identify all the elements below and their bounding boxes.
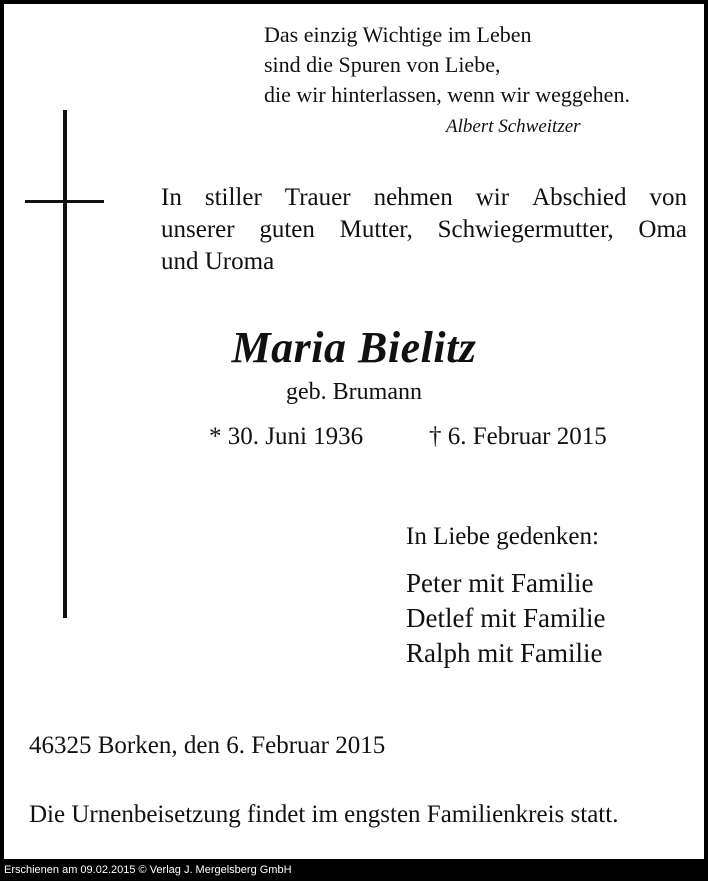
intro-word: Mutter, xyxy=(339,216,413,243)
quote-author: Albert Schweitzer xyxy=(446,116,581,137)
intro-word: guten xyxy=(259,216,315,243)
mourner-3: Ralph mit Familie xyxy=(406,638,603,668)
mourner-1: Peter mit Familie xyxy=(406,568,594,598)
deceased-name: Maria Bielitz xyxy=(231,323,477,372)
intro-word: In xyxy=(161,184,182,211)
intro-word: Oma xyxy=(638,216,687,243)
obituary-card xyxy=(4,4,704,859)
birth-date: * 30. Juni 1936 xyxy=(209,423,364,450)
intro-word: nehmen xyxy=(373,184,453,211)
intro-word: Abschied xyxy=(532,184,627,211)
intro-line-2 xyxy=(161,214,687,246)
publication-footer: Erschienen am 09.02.2015 © Verlag J. Mergelsberg GmbH xyxy=(4,864,292,876)
death-date: † 6. Februar 2015 xyxy=(429,423,607,450)
quote-line-1: Das einzig Wichtige im Leben xyxy=(264,22,532,47)
intro-line-1 xyxy=(161,182,687,214)
intro-word: stiller xyxy=(204,184,262,211)
intro-word: unserer xyxy=(161,216,235,243)
place-date: 46325 Borken, den 6. Februar 2015 xyxy=(29,732,386,759)
intro-line-3: und Uroma xyxy=(161,248,275,275)
intro-word: Schwiegermutter, xyxy=(437,216,614,243)
maiden-name: geb. Brumann xyxy=(286,379,422,405)
intro-word: wir xyxy=(475,184,510,211)
burial-notice: Die Urnenbeisetzung findet im engsten Familienkreis statt. xyxy=(29,801,619,828)
quote-line-2: sind die Spuren von Liebe, xyxy=(264,52,501,77)
cross-icon-bar xyxy=(25,200,104,203)
mourner-2: Detlef mit Familie xyxy=(406,603,606,633)
mourners-heading: In Liebe gedenken: xyxy=(406,523,599,550)
quote-line-3: die wir hinterlassen, wenn wir weggehen. xyxy=(264,82,630,107)
intro-word: von xyxy=(649,184,687,211)
intro-word: Trauer xyxy=(284,184,351,211)
